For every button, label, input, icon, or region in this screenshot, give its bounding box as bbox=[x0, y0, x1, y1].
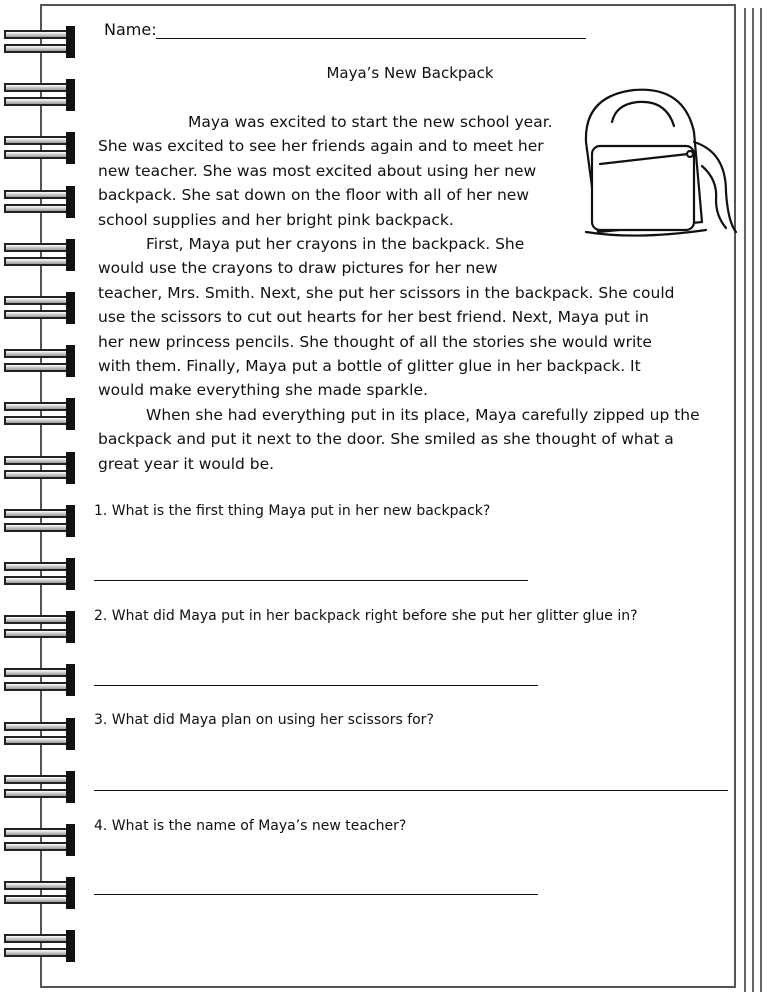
spiral-ring bbox=[4, 771, 76, 803]
story-line: teacher, Mrs. Smith. Next, she put her scissors in the backpack. She could bbox=[98, 283, 675, 302]
answer-line-2[interactable] bbox=[94, 685, 538, 686]
spiral-ring bbox=[4, 505, 76, 537]
story-line: backpack and put it next to the door. She smiled as she thought of what a bbox=[98, 430, 674, 449]
story-line: backpack. She sat down on the floor with all of her new bbox=[98, 186, 530, 205]
question-3: 3. What did Maya plan on using her scissors for? bbox=[94, 712, 434, 728]
spiral-ring bbox=[4, 452, 76, 484]
page-edge-line bbox=[752, 8, 754, 992]
story-line: Maya was excited to start the new school year. bbox=[188, 113, 553, 131]
answer-line-3[interactable] bbox=[94, 790, 728, 791]
question-1: 1. What is the first thing Maya put in her new backpack? bbox=[94, 503, 491, 519]
story-line: First, Maya put her crayons in the backpack. She bbox=[146, 235, 525, 254]
name-label: Name: bbox=[104, 20, 157, 39]
story-line: school supplies and her bright pink backpack. bbox=[98, 210, 454, 229]
story-line: would make everything she made sparkle. bbox=[98, 381, 428, 400]
spiral-ring bbox=[4, 186, 76, 218]
spiral-ring bbox=[4, 26, 76, 58]
spiral-ring bbox=[4, 611, 76, 643]
question-4: 4. What is the name of Maya’s new teacher? bbox=[94, 818, 407, 834]
story-line: new teacher. She was most excited about using her new bbox=[98, 161, 537, 180]
story-line: would use the crayons to draw pictures for her new bbox=[98, 259, 498, 278]
story-line: use the scissors to cut out hearts for her best friend. Next, Maya put in bbox=[98, 308, 649, 327]
spiral-ring bbox=[4, 718, 76, 750]
story-text bbox=[98, 110, 728, 476]
spiral-ring bbox=[4, 345, 76, 377]
spiral-ring bbox=[4, 132, 76, 164]
spiral-ring bbox=[4, 824, 76, 856]
spiral-ring bbox=[4, 930, 76, 962]
spiral-binding bbox=[0, 0, 80, 994]
story-line: When she had everything put in its place, Maya carefully zipped up the bbox=[146, 405, 700, 424]
question-2: 2. What did Maya put in her backpack right before she put her glitter glue in? bbox=[94, 608, 638, 624]
story-title: Maya’s New Backpack bbox=[326, 64, 494, 82]
spiral-ring bbox=[4, 877, 76, 909]
spiral-ring bbox=[4, 292, 76, 324]
spiral-ring bbox=[4, 79, 76, 111]
page-edge-line bbox=[760, 8, 762, 992]
answer-line-1[interactable] bbox=[94, 580, 528, 581]
story-line: great year it would be. bbox=[98, 454, 275, 473]
answer-line-4[interactable] bbox=[94, 894, 538, 895]
story-line: with them. Finally, Maya put a bottle of glitter glue in her backpack. It bbox=[98, 357, 641, 376]
spiral-ring bbox=[4, 558, 76, 590]
spiral-ring bbox=[4, 664, 76, 696]
page-edge-line bbox=[744, 8, 746, 992]
spiral-ring bbox=[4, 398, 76, 430]
story-line: She was excited to see her friends again and to meet her bbox=[98, 137, 544, 156]
story-line: her new princess pencils. She thought of all the stories she would write bbox=[98, 332, 652, 351]
spiral-ring bbox=[4, 239, 76, 271]
name-write-line[interactable] bbox=[156, 38, 586, 39]
